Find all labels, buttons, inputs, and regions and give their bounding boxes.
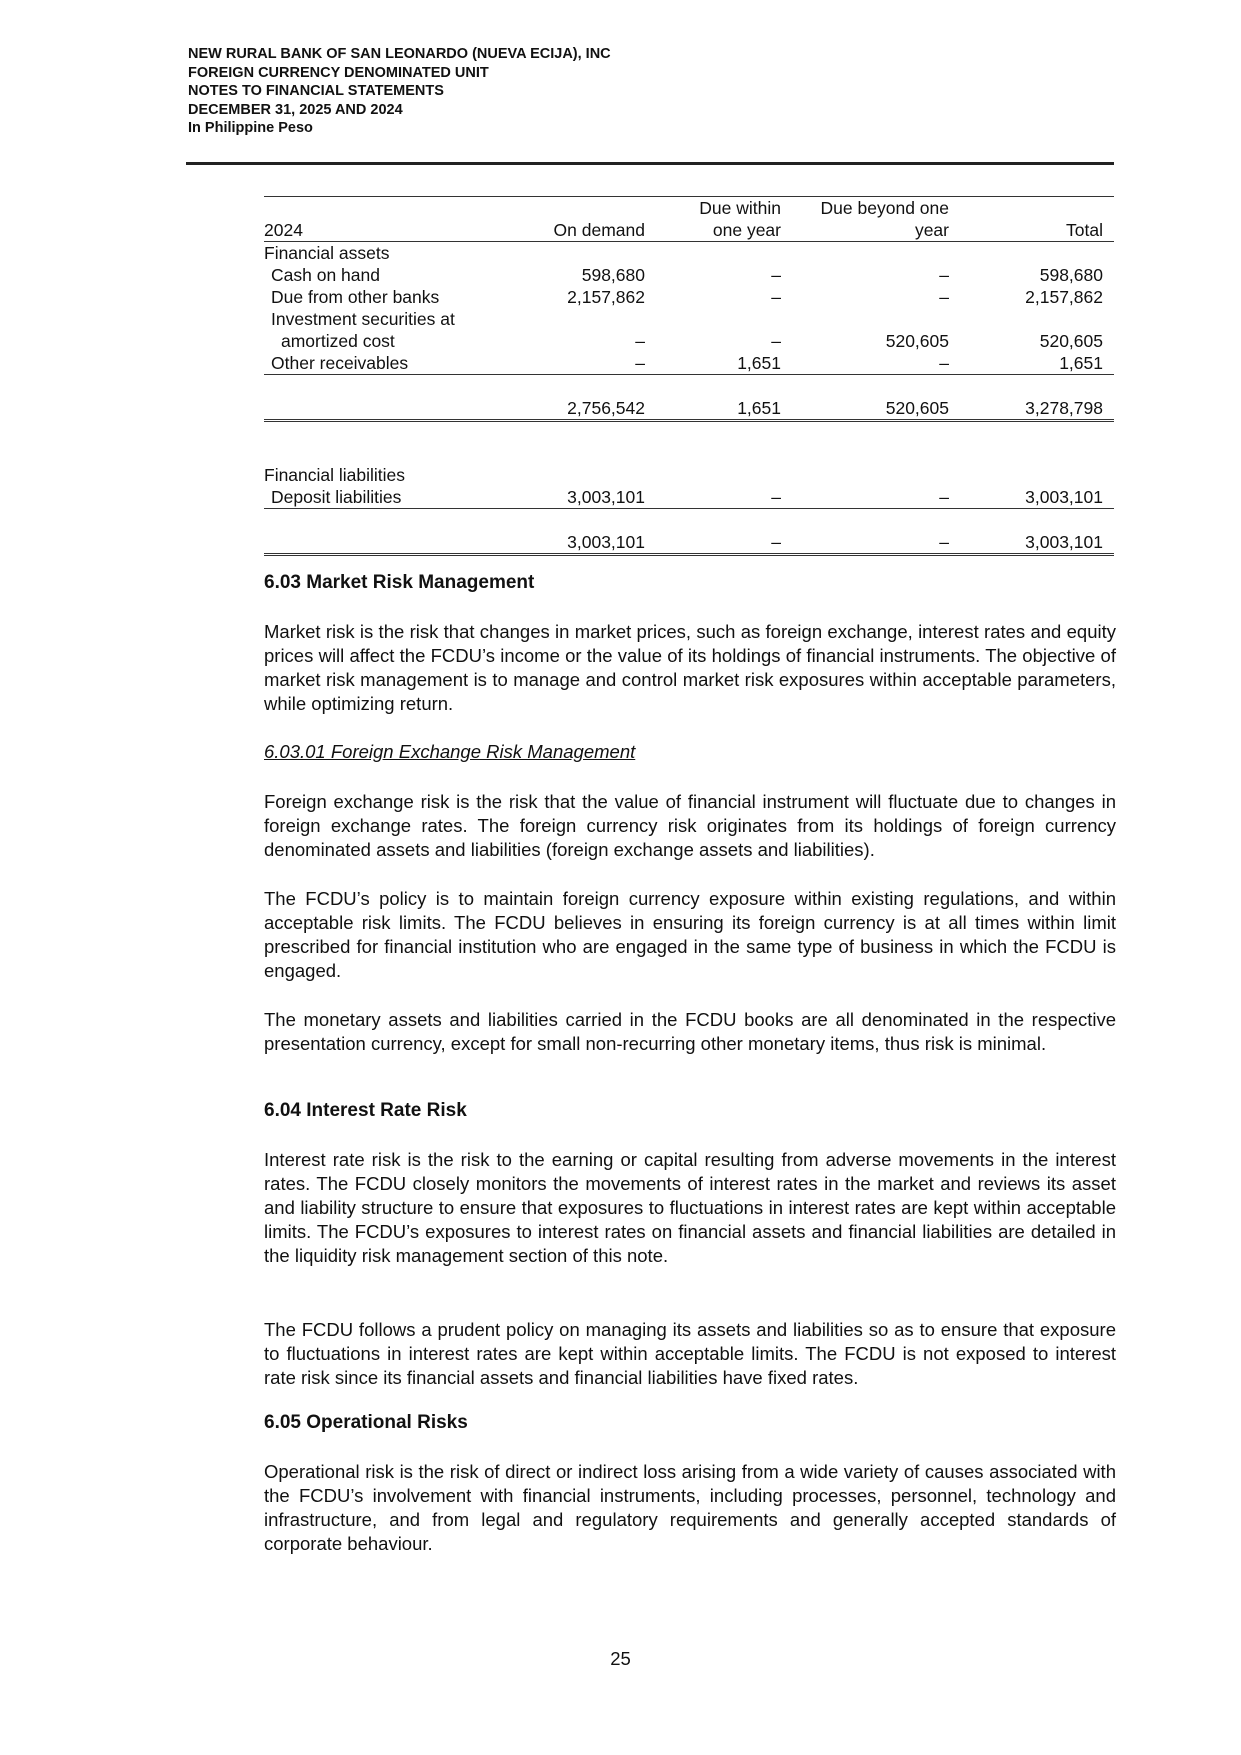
table-row bbox=[264, 486, 1114, 509]
cell: – bbox=[771, 265, 781, 285]
table-row bbox=[264, 308, 1114, 330]
assets-heading: Financial assets bbox=[264, 243, 390, 263]
fx-risk-body-1 bbox=[264, 790, 1116, 862]
document-header bbox=[188, 45, 611, 138]
cell: – bbox=[517, 352, 656, 375]
cell: 598,680 bbox=[1039, 265, 1103, 285]
table-row bbox=[264, 464, 1114, 486]
operational-risk-heading: 6.05 Operational Risks bbox=[264, 1412, 468, 1433]
fx-risk-heading: 6.03.01 Foreign Exchange Risk Management bbox=[264, 741, 636, 762]
paragraph: Operational risk is the risk of direct or indirect loss arising from a wide variety of causes associated with the FCDU’s involvement with financial instruments, including processes, personnel, technology and infrastructure, and from legal and regulatory requirements and generally accepted standards of corporate behaviour. bbox=[264, 1461, 1116, 1554]
cell: 1,651 bbox=[656, 395, 792, 421]
cell: – bbox=[771, 331, 781, 351]
col-on-demand: On demand bbox=[517, 219, 656, 242]
table-row bbox=[264, 286, 1114, 308]
paragraph: Interest rate risk is the risk to the earning or capital resulting from adverse movements in the interest rates. The FCDU closely monitors the movements of interest rates in the market and reviews its asset and liability structure to ensure that exposures to fluctuations in interest rates are kept within acceptable limits. The FCDU’s exposures to interest rates on financial assets and financial liabilities are detailed in the liquidity risk management section of this note. bbox=[264, 1149, 1116, 1266]
cell: – bbox=[792, 529, 960, 555]
row-label: Cash on hand bbox=[271, 265, 380, 285]
cell: 520,605 bbox=[1039, 331, 1103, 351]
assets-total-row bbox=[264, 395, 1114, 421]
fx-risk-body-3 bbox=[264, 1008, 1116, 1056]
cell: – bbox=[939, 265, 949, 285]
cell: – bbox=[635, 331, 645, 351]
liabilities-total-row bbox=[264, 529, 1114, 555]
cell: 520,605 bbox=[885, 331, 949, 351]
col-within-line2: one year bbox=[656, 219, 792, 242]
interest-rate-body-1 bbox=[264, 1148, 1116, 1268]
interest-rate-heading: 6.04 Interest Rate Risk bbox=[264, 1100, 467, 1121]
cell: – bbox=[939, 287, 949, 307]
cell: 2,157,862 bbox=[567, 287, 645, 307]
paragraph: Market risk is the risk that changes in market prices, such as foreign exchange, interest rates and equity prices will affect the FCDU’s income or the value of its holdings of financial instruments. The objective of market risk management is to manage and control market risk exposures within acceptable parameters, while optimizing return. bbox=[264, 621, 1116, 714]
col-beyond-line2: year bbox=[792, 219, 960, 242]
cell: 2,157,862 bbox=[1025, 287, 1103, 307]
table-row bbox=[264, 330, 1114, 352]
header-divider bbox=[186, 162, 1114, 165]
col-total: Total bbox=[960, 219, 1114, 242]
statement-date: DECEMBER 31, 2025 AND 2024 bbox=[188, 101, 403, 118]
page-number: 25 bbox=[610, 1648, 631, 1669]
row-label: amortized cost bbox=[281, 331, 395, 351]
maturity-table bbox=[264, 196, 1114, 556]
cell: 3,003,101 bbox=[960, 529, 1114, 555]
currency-note: In Philippine Peso bbox=[188, 120, 313, 136]
company-name: NEW RURAL BANK OF SAN LEONARDO (NUEVA ECIJA), INC bbox=[188, 46, 611, 62]
fx-risk-body-2 bbox=[264, 887, 1116, 983]
row-label: Due from other banks bbox=[271, 287, 440, 307]
col-beyond-line1: Due beyond one bbox=[792, 197, 960, 220]
paragraph: Foreign exchange risk is the risk that the value of financial instrument will fluctuate due to changes in foreign exchange rates. The foreign currency risk originates from its holdings of foreign currency denominated assets and liabilities (foreign exchange assets and liabilities). bbox=[264, 791, 1116, 860]
row-label: Investment securities at bbox=[271, 309, 455, 329]
paragraph: The FCDU’s policy is to maintain foreign currency exposure within existing regulations, and within acceptable risk limits. The FCDU believes in ensuring its foreign currency is at all times within limit prescribed for financial institution who are engaged in the same type of business in which the FCDU is engaged. bbox=[264, 888, 1116, 981]
cell: – bbox=[656, 529, 792, 555]
cell: 3,003,101 bbox=[517, 529, 656, 555]
row-label: Deposit liabilities bbox=[264, 486, 517, 509]
paragraph: The monetary assets and liabilities carried in the FCDU books are all denominated in the respective presentation currency, except for small non-recurring other monetary items, thus risk is minimal. bbox=[264, 1009, 1116, 1054]
cell: 3,278,798 bbox=[960, 395, 1114, 421]
table-row bbox=[264, 352, 1114, 375]
table-header-row bbox=[264, 219, 1114, 242]
market-risk-heading: 6.03 Market Risk Management bbox=[264, 572, 535, 593]
cell: – bbox=[792, 352, 960, 375]
table-header-row bbox=[264, 197, 1114, 220]
paragraph: The FCDU follows a prudent policy on managing its assets and liabilities so as to ensure that exposure to fluctuations in interest rates are kept within acceptable limits. The FCDU is not exposed to interest rate risk since its financial assets and financial liabilities have fixed rates. bbox=[264, 1319, 1116, 1388]
table-row bbox=[264, 242, 1114, 265]
cell: 520,605 bbox=[792, 395, 960, 421]
table-row bbox=[264, 264, 1114, 286]
cell: 1,651 bbox=[656, 352, 792, 375]
statement-title: NOTES TO FINANCIAL STATEMENTS bbox=[188, 83, 444, 99]
cell: – bbox=[792, 486, 960, 509]
cell: 1,651 bbox=[960, 352, 1114, 375]
liabilities-heading: Financial liabilities bbox=[264, 465, 406, 485]
table-year: 2024 bbox=[264, 219, 517, 242]
cell: 598,680 bbox=[581, 265, 645, 285]
row-label: Other receivables bbox=[264, 352, 517, 375]
unit-name: FOREIGN CURRENCY DENOMINATED UNIT bbox=[188, 64, 489, 81]
col-within-line1: Due within bbox=[656, 197, 792, 220]
cell: 3,003,101 bbox=[960, 486, 1114, 509]
market-risk-body bbox=[264, 620, 1116, 716]
cell: – bbox=[656, 486, 792, 509]
cell: 3,003,101 bbox=[517, 486, 656, 509]
cell: – bbox=[771, 287, 781, 307]
interest-rate-body-2 bbox=[264, 1318, 1116, 1390]
operational-risk-body bbox=[264, 1460, 1116, 1556]
cell: 2,756,542 bbox=[517, 395, 656, 421]
